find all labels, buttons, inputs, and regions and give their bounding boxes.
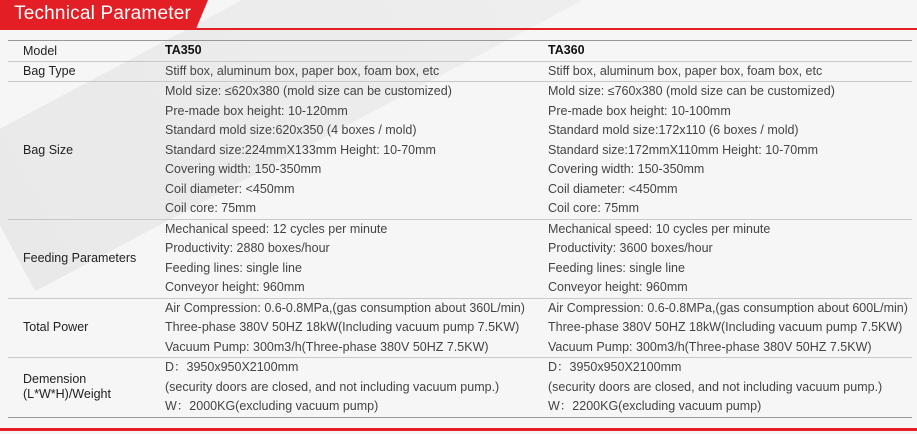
header-rule [0, 28, 917, 30]
spec-value: Mold size: ≤620x380 (mold size can be customized) [165, 84, 452, 98]
ta360-values [548, 62, 912, 82]
spec-row [8, 82, 912, 220]
ta350-values [165, 299, 548, 358]
spec-label: Bag Size [23, 142, 74, 157]
spec-value: Standard size:172mmX110mm Height: 10-70mm [548, 142, 819, 157]
spec-row [8, 62, 912, 83]
spec-value: Stiff box, aluminum box, paper box, foam box, etc [165, 63, 440, 78]
spec-value: Three-phase 380V 50HZ 18kW(Including vacuum pump 7.5KW) [548, 320, 903, 334]
spec-value: Conveyor height: 960mm [165, 280, 305, 294]
spec-value: Stiff box, aluminum box, paper box, foam box, etc [548, 63, 823, 78]
section-header [0, 0, 917, 30]
spec-value: Vacuum Pump: 300m3/h(Three-phase 380V 50HZ 7.5KW) [165, 339, 489, 354]
spec-label: Bag Type [23, 63, 76, 78]
model-label: Model [23, 43, 58, 58]
spec-value: Air Compression: 0.6-0.8MPa,(gas consumption about 600L/min) [548, 300, 908, 315]
spec-value: Covering width: 150-350mm [548, 162, 705, 176]
spec-value: Standard mold size:172x110 (6 boxes / mold) [548, 123, 799, 137]
spec-value: Coil diameter: <450mm [548, 181, 678, 196]
ta360-values [548, 299, 912, 358]
spec-value: (security doors are closed, and not including vacuum pump.) [548, 379, 883, 394]
spec-value: Air Compression: 0.6-0.8MPa,(gas consumption about 360L/min) [165, 300, 525, 315]
ta350-values [165, 82, 548, 219]
spec-row [8, 299, 912, 359]
ta350-values [165, 220, 548, 298]
spec-label: Feeding Parameters [23, 251, 137, 265]
ta350-values [165, 62, 548, 82]
spec-value: Feeding lines: single line [165, 260, 302, 275]
spec-value: Mechanical speed: 12 cycles per minute [165, 221, 388, 236]
model-row [8, 40, 912, 62]
spec-value: W：2200KG(excluding vacuum pump) [548, 399, 762, 413]
spec-value: Coil diameter: <450mm [165, 181, 295, 196]
model-ta360: TA360 [548, 43, 585, 57]
spec-row [8, 358, 912, 418]
spec-value: Mechanical speed: 10 cycles per minute [548, 221, 771, 236]
spec-value: Standard mold size:620x350 (4 boxes / mold) [165, 123, 417, 137]
spec-value: Three-phase 380V 50HZ 18kW(Including vacuum pump 7.5KW) [165, 320, 520, 334]
ta350-values [165, 358, 548, 417]
spec-row [8, 220, 912, 299]
spec-value: (security doors are closed, and not including vacuum pump.) [165, 379, 500, 394]
ta360-values [548, 220, 912, 298]
spec-value: Coil core: 75mm [548, 201, 639, 215]
spec-value: Productivity: 2880 boxes/hour [165, 241, 330, 255]
spec-value: Standard size:224mmX133mm Height: 10-70mm [165, 142, 436, 157]
ta360-values [548, 358, 912, 417]
spec-value: Mold size: ≤760x380 (mold size can be customized) [548, 84, 835, 98]
spec-value: Productivity: 3600 boxes/hour [548, 241, 713, 255]
ta360-values [548, 82, 912, 219]
spec-label: Demension (L*W*H)/Weight [23, 372, 111, 402]
spec-value: Covering width: 150-350mm [165, 162, 322, 176]
spec-value: Feeding lines: single line [548, 260, 685, 275]
model-ta350: TA350 [165, 43, 202, 57]
section-title: Technical Parameter [14, 3, 191, 24]
spec-value: Vacuum Pump: 300m3/h(Three-phase 380V 50HZ 7.5KW) [548, 339, 872, 354]
spec-value: D：3950x950X2100mm [165, 360, 299, 374]
spec-value: Pre-made box height: 10-100mm [548, 103, 731, 118]
spec-value: Conveyor height: 960mm [548, 280, 688, 294]
spec-value: Pre-made box height: 10-120mm [165, 103, 348, 118]
spec-value: W：2000KG(excluding vacuum pump) [165, 399, 379, 413]
bottom-rule [0, 428, 917, 431]
spec-table [8, 40, 912, 418]
spec-label: Total Power [23, 320, 89, 335]
spec-value: Coil core: 75mm [165, 201, 256, 215]
spec-value: D：3950x950X2100mm [548, 360, 682, 374]
